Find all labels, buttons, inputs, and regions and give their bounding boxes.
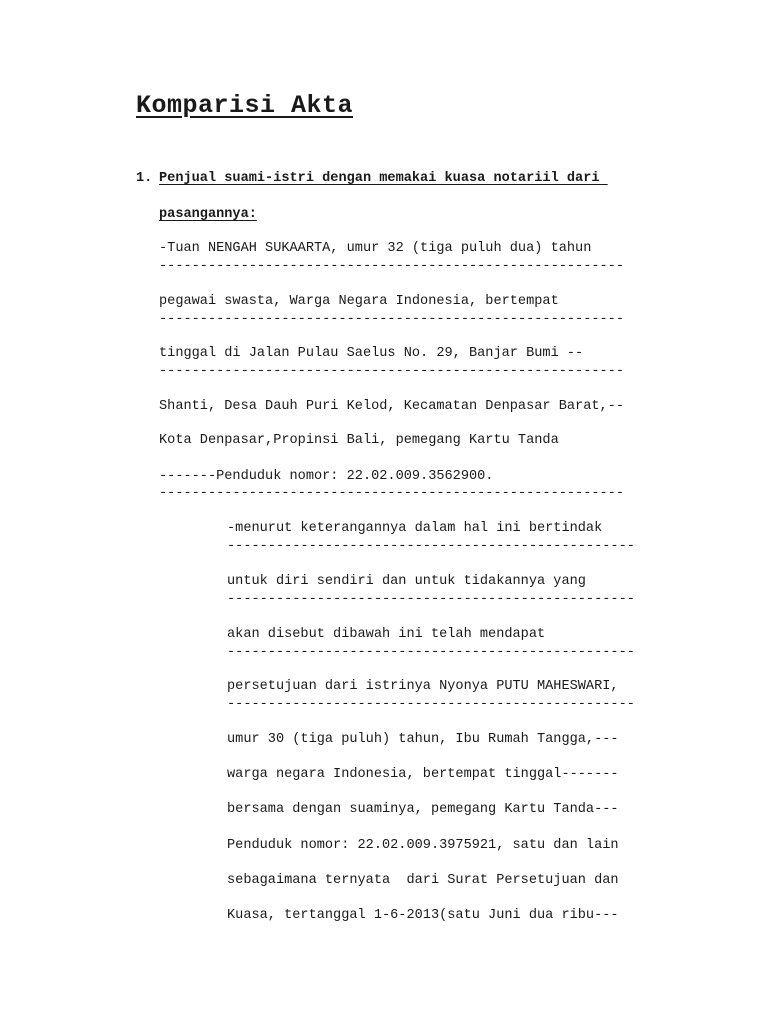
document-title: Komparisi Akta bbox=[136, 91, 354, 120]
item-heading-line: pasangannya: bbox=[159, 207, 257, 222]
indented-text-line: Kuasa, tertanggal 1-6-2013(satu Juni dua ribu--- bbox=[227, 908, 619, 923]
indented-text-line: sebagaimana ternyata dari Surat Persetujuan dan bbox=[227, 873, 619, 888]
indented-text-line: akan disebut dibawah ini telah mendapat bbox=[227, 627, 546, 642]
indented-text-line: -menurut keterangannya dalam hal ini bertindak bbox=[227, 521, 603, 536]
dash-filler-line: --------------------------------------------------------- bbox=[159, 312, 624, 327]
text-line: tinggal di Jalan Pulau Saelus No. 29, Banjar Bumi -- bbox=[159, 346, 584, 361]
indented-text-line: warga negara Indonesia, bertempat tinggal------- bbox=[227, 767, 619, 782]
item-number: 1. bbox=[136, 171, 153, 186]
text-line: Kota Denpasar,Propinsi Bali, pemegang Kartu Tanda bbox=[159, 433, 559, 448]
item-heading-line: Penjual suami-istri dengan memakai kuasa notariil dari bbox=[159, 171, 608, 186]
dash-filler-line: --------------------------------------------------------- bbox=[159, 364, 624, 379]
text-line: -------Penduduk nomor: 22.02.009.3562900. bbox=[159, 469, 494, 484]
indented-text-line: Penduduk nomor: 22.02.009.3975921, satu dan lain bbox=[227, 838, 619, 853]
text-line: pegawai swasta, Warga Negara Indonesia, bertempat bbox=[159, 294, 559, 309]
indented-text-line: persetujuan dari istrinya Nyonya PUTU MAHESWARI, bbox=[227, 679, 619, 694]
dash-filler-line: -------------------------------------------------- bbox=[227, 592, 635, 607]
text-line: -Tuan NENGAH SUKAARTA, umur 32 (tiga puluh dua) tahun bbox=[159, 241, 592, 256]
dash-filler-line: -------------------------------------------------- bbox=[227, 539, 635, 554]
indented-text-line: untuk diri sendiri dan untuk tidakannya yang bbox=[227, 574, 586, 589]
dash-filler-line: --------------------------------------------------------- bbox=[159, 259, 624, 274]
text-line: Shanti, Desa Dauh Puri Kelod, Kecamatan Denpasar Barat,-- bbox=[159, 399, 624, 414]
indented-text-line: bersama dengan suaminya, pemegang Kartu Tanda--- bbox=[227, 802, 619, 817]
dash-filler-line: -------------------------------------------------- bbox=[227, 697, 635, 712]
indented-text-line: umur 30 (tiga puluh) tahun, Ibu Rumah Tangga,--- bbox=[227, 732, 619, 747]
dash-filler-line: -------------------------------------------------- bbox=[227, 645, 635, 660]
dash-filler-line: --------------------------------------------------------- bbox=[159, 486, 624, 501]
